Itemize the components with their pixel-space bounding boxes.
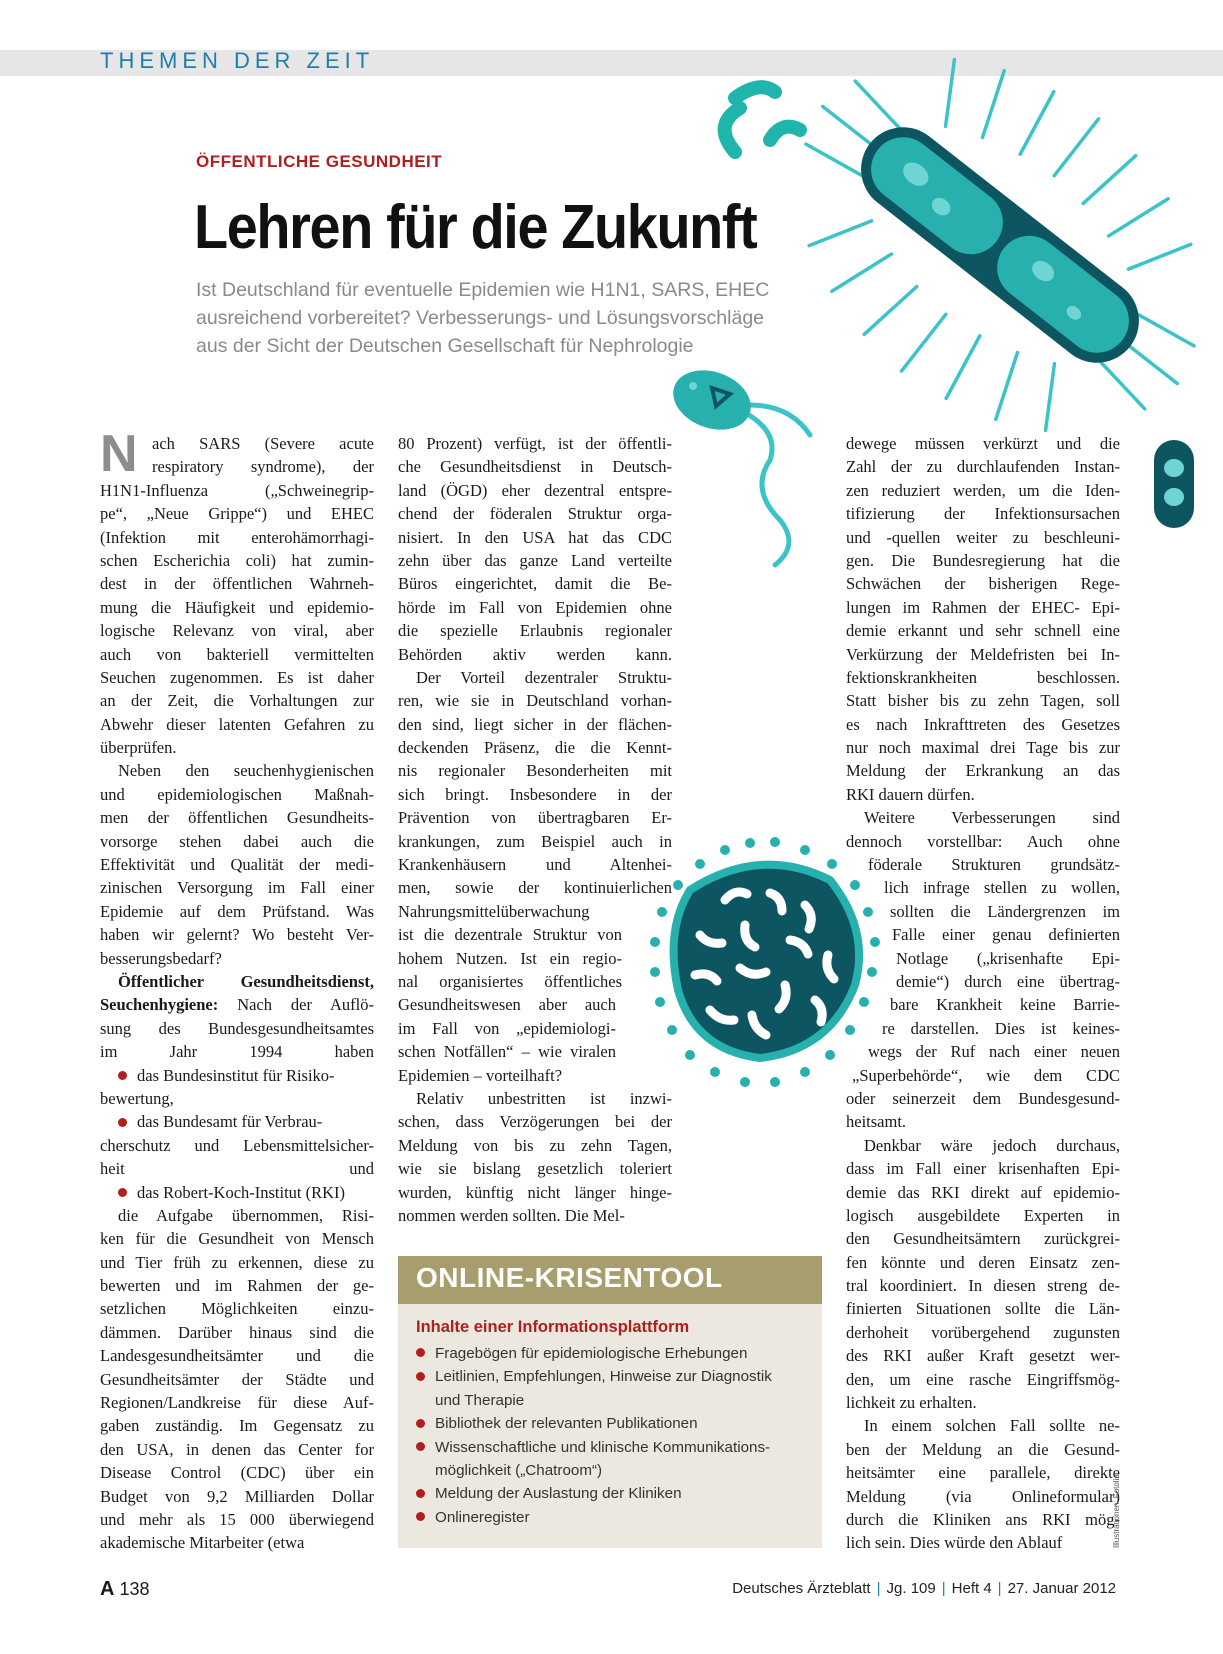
text-line: heitsamt. [846,1112,907,1132]
page-number-value: 138 [119,1579,150,1599]
text-line: und mehr als 15 000 überwiegend [100,1509,374,1529]
text-line: Weitere Verbesserungen sind [864,808,1120,828]
text-line: Seuchen zugenommen. Es ist daher [100,667,374,687]
text-line: demie das RKI direkt auf epidemio- [846,1182,1120,1202]
text-line: das Bundesinstitut für Risiko- [100,1064,374,1087]
text-line: Gesundheitsämter der Städte und [100,1369,374,1389]
text-line: sich bringt. Insbesondere in der [398,784,672,804]
image-credit: Illustrationen: Fotolia [1112,1474,1121,1548]
text-line: oder seinerzeit dem Bundesgesund- [846,1088,1120,1108]
text-line: Landesgesundheitsämter und die [100,1346,374,1366]
list-item: Fragebögen für epidemiologische Erhebungen [416,1342,816,1365]
text-line: den USA, in denen das Center for [100,1439,374,1459]
list-item: Bibliothek der relevanten Publikationen [416,1412,816,1435]
section-title: THEMEN DER ZEIT [100,48,375,73]
capsule-bacterium-icon [1154,440,1194,528]
text-line: wurden, künftig nicht länger hinge- [398,1182,672,1202]
text-line: überprüfen. [100,738,177,758]
body-column-1 [100,425,374,1555]
text-line: hörde im Fall von Epidemien ohne [398,597,672,617]
list-item-continuation: möglichkeit („Chatroom“) [435,1462,603,1480]
text-line: Neben den seuchenhygienischen [118,761,374,781]
info-box-list [416,1342,816,1529]
text-line: dennoch vorstellbar: Auch ohne [846,831,1120,851]
volume: Jg. 109 [886,1580,936,1597]
text-line: im Fall von „epidemiologi- [398,1018,616,1038]
text-line: 80 Prozent) verfügt, ist der öffentli- [398,434,672,453]
info-box-subtitle: Inhalte einer Informationsplattform [416,1318,690,1336]
text-line: Zahl der zu durchlaufenden Instan- [846,457,1120,477]
issue-date: 27. Januar 2012 [1007,1580,1116,1597]
text-line: gaben zuständig. Im Gegensatz zu [100,1416,374,1436]
text-line: gen. Die Bundesregierung hat die [846,550,1120,570]
text-line: heit und [100,1159,374,1179]
text-line: Disease Control (CDC) über ein [100,1463,374,1483]
text-line: Büros eingerichtet, damit die Be- [398,574,672,594]
text-line: Regionen/Landkreise für diese Auf- [100,1393,374,1413]
text-line: Meldung von bis zu zehn Tagen, [398,1135,672,1155]
text-line: ben der Meldung an die Gesund- [846,1439,1120,1459]
page-prefix: A [100,1578,115,1600]
text-line: die spezielle Erlaubnis regionaler [398,621,672,641]
text-line: Epidemie auf dem Prüfstand. Was [100,901,374,921]
text-line: Öffentlicher Gesundheitsdienst, [118,971,374,991]
text-line: es nach Inkrafttreten des Gesetzes [846,714,1120,734]
lead-line: aus der Sicht der Deutschen Gesellschaft für Nephrologie [196,335,694,357]
text-line: Statt bisher bis zu zehn Tagen, soll [846,691,1120,711]
page-number [100,1578,150,1601]
text-line: chend der föderalen Struktur orga- [398,504,672,524]
text-line: das Robert-Koch-Institut (RKI) [100,1181,374,1204]
text-line: cherschutz und Lebensmittelsicher- [100,1135,374,1155]
text-line: dewege müssen verkürzt und die [846,434,1120,453]
text-line: Behörden aktiv werden kann. [398,644,672,664]
text-line: die Aufgabe übernommen, Risi- [118,1205,374,1225]
text-line: re darstellen. Dies ist keines- [882,1018,1120,1038]
text-line: mung die Häufigkeit und epidemio- [100,597,374,617]
text-line: Schwächen der bisherigen Rege- [846,574,1120,594]
text-line: Budget von 9,2 Milliarden Dollar [100,1486,374,1506]
text-line: Krankenhäusern und Altenhei- [398,855,672,875]
text-line: nal organisiertes öffentliches [398,971,622,991]
text-line: Nahrungsmittelüberwachung [398,901,590,921]
text-line: dass im Fall einer krisenhaften Epi- [846,1159,1120,1179]
text-line: Prävention von übertragbaren Er- [398,808,672,828]
text-line: tifizierung der Infektionsursachen [846,504,1120,524]
text-line: respiratory syndrome), der [152,457,374,477]
text-line: lich infrage stellen zu wollen, [884,878,1120,898]
text-line: nommen werden sollten. Die Mel- [398,1205,625,1225]
text-line: fektionskrankheiten beschlossen. [846,667,1120,687]
text-line: schen Notfällen“ – wie viralen [398,1042,616,1062]
text-line: Meldung der Erkrankung an das [846,761,1120,781]
text-line: akademische Mitarbeiter (etwa [100,1533,305,1553]
info-box-title: ONLINE-KRISENTOOL [416,1262,723,1293]
separator: | [941,1580,946,1597]
curved-bacteria-icon [725,87,800,152]
info-box-header [398,1256,822,1304]
text-line: schen, dass Verzögerungen bei der [398,1112,672,1132]
text-line: derhoheit vorübergehend zugunsten [846,1322,1120,1342]
list-item: Wissenschaftliche und klinische Kommunikations- [416,1436,816,1459]
text-line: In einem solchen Fall sollte ne- [864,1416,1120,1436]
text-line: men, sowie der kontinuierlichen [398,878,672,898]
headline: Lehren für die Zukunft [194,193,757,262]
drop-cap: N [100,425,138,483]
text-line: deckenden Präsenz, die die Kennt- [398,738,672,758]
text-line: sung des Bundesgesundheitsamtes [100,1018,374,1038]
text-line: che Gesundheitsdienst in Deutsch- [398,457,672,477]
text-line: des RKI außer Kraft gesetzt wer- [846,1346,1120,1366]
text-line: setzlichen Möglichkeiten einzu- [100,1299,374,1319]
text-line: ist die dezentrale Struktur von [398,925,622,945]
text-line: durch die Kliniken ans RKI mög- [846,1509,1120,1529]
body-column-3 [846,432,1120,1555]
text-line: RKI dauern dürfen. [846,784,975,804]
text-line: Seuchenhygiene: Nach der Auflö- [100,995,374,1015]
text-line: wegs der Ruf nach einer neuen [868,1042,1120,1062]
text-line: tral koordiniert. In diesen streng de- [846,1276,1120,1296]
journal-name: Deutsches Ärzteblatt [732,1580,871,1597]
text-line: Gesundheitswesen aber auch [398,995,616,1015]
text-line: Verkürzung der Meldefristen bei In- [846,644,1120,664]
text-line: ren, wie sie in Deutschland vorhan- [398,691,672,711]
text-line: Effektivität und Qualität der medi- [100,855,374,875]
text-line: zinischen Versorgung im Fall einer [100,878,374,898]
footer-info [732,1580,1116,1597]
text-line: das Bundesamt für Verbrau- [100,1110,374,1133]
list-item: Onlineregister [416,1506,816,1529]
separator: | [997,1580,1002,1597]
lead-line: Ist Deutschland für eventuelle Epidemien wie H1N1, SARS, EHEC [196,279,770,301]
text-line: besserungsbedarf? [100,948,222,968]
text-line: zen reduziert werden, um die Iden- [846,480,1120,500]
text-line: lich sein. Dies würde den Ablauf [846,1533,1063,1553]
text-line: land (ÖGD) eher dezentral entspre- [398,480,672,500]
text-line: (Infektion mit enterohämorrhagi- [100,527,374,547]
text-line: finierten Situationen sollte die Län- [846,1299,1120,1319]
text-line: „Superbehörde“, wie dem CDC [852,1065,1120,1085]
text-line: Notlage („krisenhafte Epi- [896,948,1120,968]
text-line: föderale Strukturen grundsätz- [868,855,1120,875]
text-line: ach SARS (Severe acute [152,434,374,453]
text-line: Falle einer genau definierten [892,925,1120,945]
text-line: zehn über das ganze Land verteilte [398,550,672,570]
text-line: pe“, „Neue Grippe“) und EHEC [100,504,374,524]
text-line: bare Krankheit keine Barrie- [890,995,1120,1015]
text-line: krankungen, zum Beispiel auch in [398,831,672,851]
text-line: heitsämter eine parallele, direkte [846,1463,1120,1483]
text-line: men der öffentlichen Gesundheits- [100,808,374,828]
text-line: und -quellen weiter zu beschleuni- [846,527,1120,547]
text-line: wie sie bislang gesetzlich toleriert [398,1159,672,1179]
text-line: Abwehr dieser latenten Gefahren zu [100,714,374,734]
text-line: nis regionaler Besonderheiten mit [398,761,672,781]
lead-line: ausreichend vorbereitet? Verbesserungs- und Lösungsvorschläge [196,307,765,329]
text-line: Relativ unbestritten ist inzwi- [416,1088,672,1108]
text-line: logische Relevanz von viral, aber [100,621,374,641]
text-line: schen Escherichia coli) hat zumin- [100,550,374,570]
text-line: auch von bakteriell vermittelten [100,644,374,664]
flagellate-bacterium-icon [665,360,810,565]
text-line: an der Zeit, die Vorhaltungen zur [100,691,374,711]
text-line: nur noch maximal drei Tage bis zur [846,738,1120,758]
text-line: bewertung, [100,1088,174,1108]
text-line: hohem Nutzen. Ist ein regio- [398,948,622,968]
text-line: lungen im Rahmen der EHEC- Epi- [846,597,1120,617]
text-line: dest in der öffentlichen Wahrneh- [100,574,374,594]
text-line: den Gesundheitsämtern zurückgrei- [846,1229,1120,1249]
text-line: Epidemien – vorteilhaft? [398,1065,563,1085]
text-line: dämmen. Darüber hinaus sind die [100,1322,374,1342]
text-line: ken für die Gesundheit von Mensch [100,1229,374,1249]
text-line: vorsorge stehen dabei auch die [100,831,374,851]
text-line: logisch ausgebildete Experten in [846,1205,1120,1225]
text-line: sollten die Ländergrenzen im [890,901,1120,921]
text-line: demie erkannt und sehr schnell eine [846,621,1120,641]
text-line: nisiert. In den USA hat das CDC [398,527,672,547]
issue: Heft 4 [951,1580,992,1597]
text-line: lichkeit zu erhalten. [846,1393,977,1413]
text-line: und epidemiologischen Maßnah- [100,784,374,804]
text-line: den, um eine rasche Eingriffsmög- [846,1369,1120,1389]
text-line: demie“) durch eine übertrag- [896,971,1120,991]
text-line: und Tier früh zu erkennen, diese zu [100,1252,374,1272]
text-line: bewerten und im Rahmen der ge- [100,1276,374,1296]
text-line: Meldung (via Onlineformular) [846,1486,1120,1506]
list-item-continuation: und Therapie [435,1391,525,1409]
text-line: im Jahr 1994 haben [100,1042,374,1062]
text-line: haben wir gelernt? Wo besteht Ver- [100,925,374,945]
list-item: Leitlinien, Empfehlungen, Hinweise zur Diagnostik [416,1365,816,1388]
text-line: fen könnte und deren Einsatz zen- [846,1252,1120,1272]
kicker: ÖFFENTLICHE GESUNDHEIT [196,152,443,171]
list-item: Meldung der Auslastung der Kliniken [416,1482,816,1505]
body-column-2 [398,432,672,1227]
text-line: den sind, liegt sicher in der flächen- [398,714,672,734]
text-line: H1N1-Influenza („Schweinegrip- [100,480,374,500]
info-box [398,1256,822,1548]
text-line: Denkbar wäre jedoch durchaus, [864,1135,1120,1155]
separator: | [876,1580,881,1597]
text-line: Der Vorteil dezentraler Struktu- [416,667,672,687]
